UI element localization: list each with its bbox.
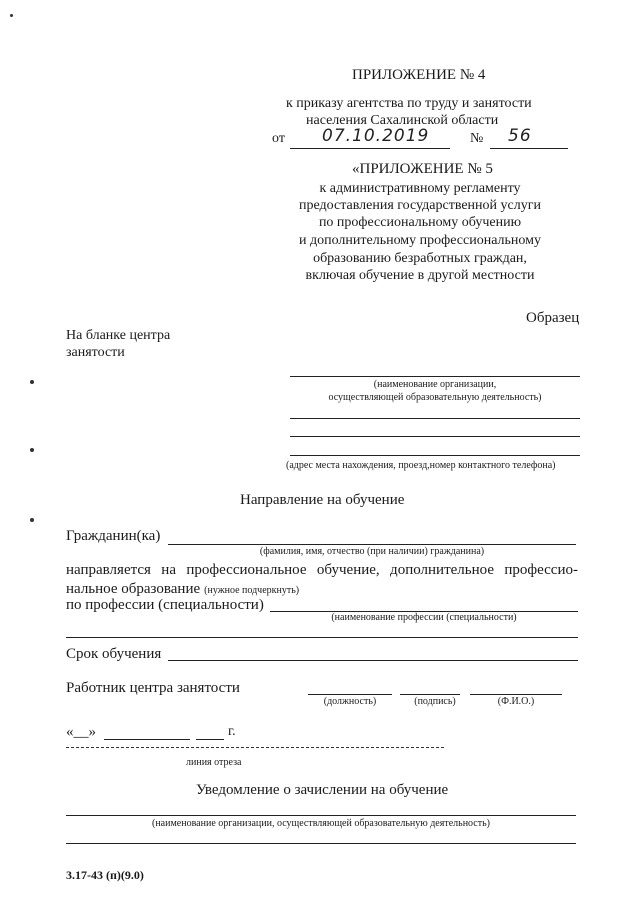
worker-label: Работник центра занятости (66, 680, 240, 696)
date-underline (290, 148, 450, 149)
date-year-line (196, 739, 224, 740)
signature-line (400, 694, 460, 695)
notice-title: Уведомление о зачислении на обучение (196, 782, 449, 798)
profession-caption: (наименование профессии (специальности) (331, 612, 517, 623)
appendix5-line-4: и дополнительному профессиональному (298, 233, 541, 248)
punch-mark-1 (10, 14, 13, 17)
position-line (308, 694, 392, 695)
address-line-3 (290, 455, 580, 456)
order-line-1: к приказу агентства по труду и занятости (286, 96, 532, 111)
citizen-name-line (168, 544, 576, 545)
direction-title: Направление на обучение (240, 492, 405, 508)
date-open-quote: «__» (66, 724, 96, 740)
position-caption: (должность) (323, 696, 377, 707)
directed-line-2-main: нальное образование (66, 581, 201, 597)
appendix5-line-6: включая обучение в другой местности (305, 268, 535, 283)
punch-mark-2 (30, 380, 34, 384)
cut-line (66, 747, 444, 748)
handwritten-date: 07.10.2019 (322, 126, 430, 146)
directed-line-1: направляется на профессиональное обучение, дополнительное профессио- (66, 562, 578, 578)
citizen-caption: (фамилия, имя, отчество (при наличии) гражданина) (259, 546, 485, 557)
notice-caption: (наименование организации, осуществляющей образовательную деятельность) (152, 818, 490, 829)
term-label: Срок обучения (66, 646, 162, 662)
punch-mark-3 (30, 448, 34, 452)
profession-label: по профессии (специальности) (66, 597, 264, 613)
address-line-2 (290, 436, 580, 437)
date-year-suffix: г. (228, 724, 236, 739)
fio-caption: (Ф.И.О.) (497, 696, 535, 707)
sample-label: Образец (526, 310, 580, 326)
cut-line-label: линия отреза (186, 757, 242, 768)
date-month-line (104, 739, 190, 740)
appendix5-title: «ПРИЛОЖЕНИЕ № 5 (352, 161, 493, 177)
appendix-title: ПРИЛОЖЕНИЕ № 4 (352, 67, 486, 83)
notice-org-line (66, 815, 576, 816)
order-line-2: населения Сахалинской области (306, 113, 499, 128)
punch-mark-4 (30, 518, 34, 522)
directed-line-2-note: (нужное подчеркнуть) (204, 585, 300, 596)
appendix5-line-3: по профессиональному обучению (318, 215, 522, 230)
from-label: от (272, 131, 285, 146)
appendix5-line-5: образованию безработных граждан, (313, 251, 527, 266)
citizen-label: Гражданин(ка) (66, 528, 161, 544)
address-caption: (адрес места нахождения, проезд,номер контактного телефона) (286, 460, 556, 471)
number-underline (490, 148, 568, 149)
appendix5-line-1: к административному регламенту (319, 181, 521, 196)
org-name-line (290, 376, 580, 377)
directed-line-2 (66, 580, 299, 598)
notice-org-line-2 (66, 843, 576, 844)
handwritten-number: 56 (508, 126, 532, 146)
blank-label-line-1: На бланке центра (66, 328, 171, 343)
signature-caption: (подпись) (414, 696, 456, 707)
org-caption-line-1: (наименование организации, (373, 379, 497, 390)
term-line (168, 660, 578, 661)
number-label: № (470, 131, 484, 146)
blank-label-line-2: занятости (66, 345, 125, 360)
appendix5-line-2: предоставления государственной услуги (299, 198, 541, 213)
profession-line-2 (66, 637, 578, 638)
address-line-1 (290, 418, 580, 419)
footer-code: 3.17-43 (п)(9.0) (66, 868, 144, 882)
org-caption-line-2: осуществляющей образовательную деятельность) (328, 392, 542, 403)
fio-line (470, 694, 562, 695)
